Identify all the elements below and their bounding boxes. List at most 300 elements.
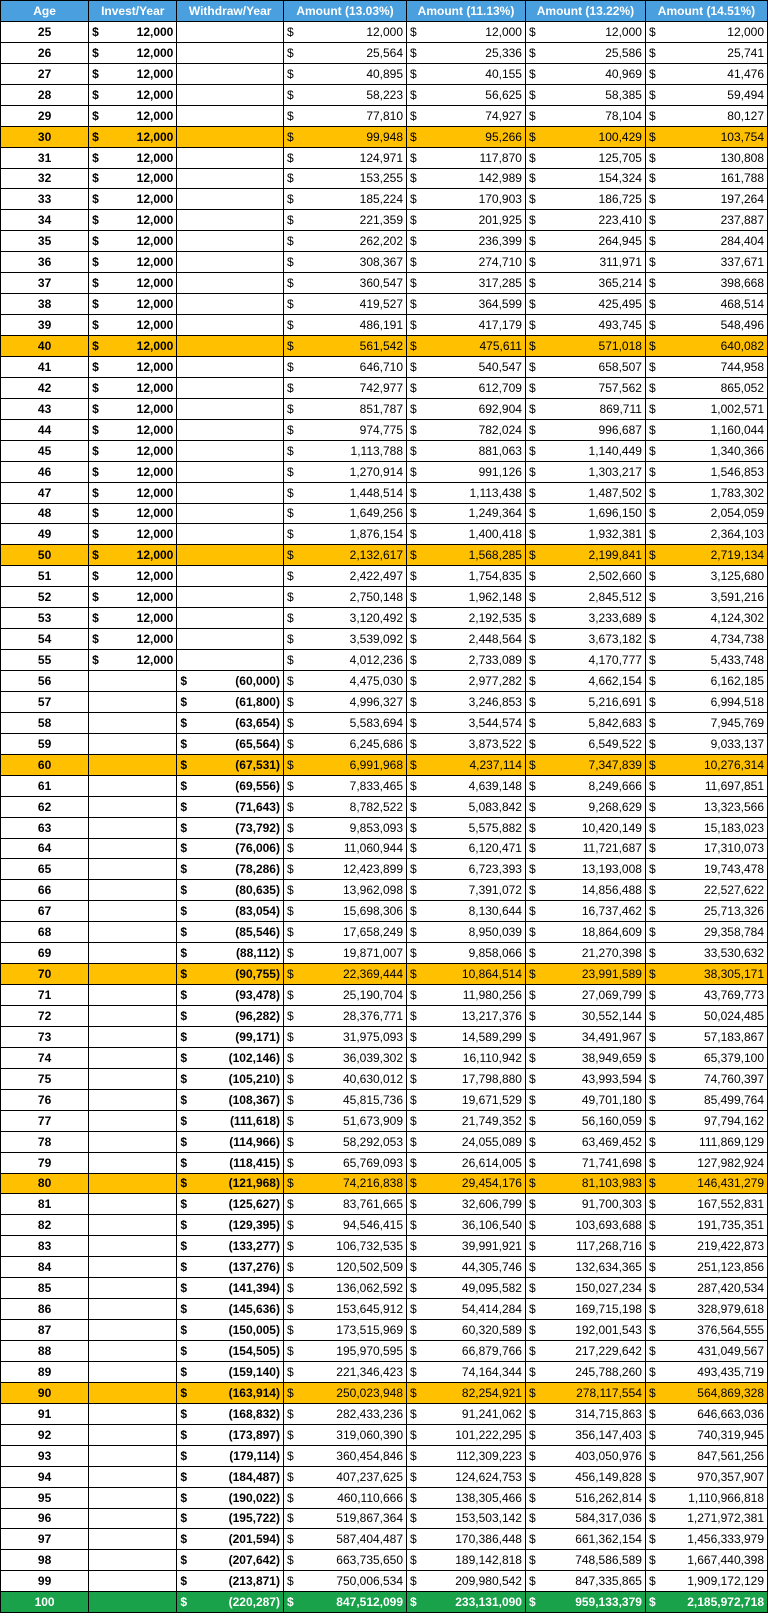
amount-cell-1[interactable]: [283, 712, 406, 733]
amount-cell-3[interactable]: [525, 315, 645, 336]
invest-cell[interactable]: [89, 587, 177, 608]
amount-cell-4[interactable]: [645, 42, 767, 63]
withdraw-cell[interactable]: [177, 671, 284, 692]
amount-cell-2[interactable]: [407, 1529, 526, 1550]
withdraw-cell[interactable]: [177, 1341, 284, 1362]
amount-cell-4[interactable]: [645, 1382, 767, 1403]
age-cell[interactable]: 45: [1, 440, 89, 461]
amount-cell-2[interactable]: [407, 356, 526, 377]
amount-cell-3[interactable]: [525, 273, 645, 294]
amount-cell-3[interactable]: [525, 482, 645, 503]
age-cell[interactable]: 44: [1, 419, 89, 440]
amount-cell-2[interactable]: [407, 733, 526, 754]
amount-cell-1[interactable]: [283, 1194, 406, 1215]
amount-cell-3[interactable]: [525, 336, 645, 357]
amount-cell-2[interactable]: [407, 21, 526, 42]
withdraw-cell[interactable]: [177, 524, 284, 545]
amount-cell-1[interactable]: [283, 1215, 406, 1236]
age-cell[interactable]: 56: [1, 671, 89, 692]
invest-cell[interactable]: [89, 1026, 177, 1047]
amount-cell-3[interactable]: [525, 733, 645, 754]
amount-cell-3[interactable]: [525, 84, 645, 105]
invest-cell[interactable]: [89, 42, 177, 63]
age-cell[interactable]: 97: [1, 1529, 89, 1550]
amount-cell-3[interactable]: [525, 147, 645, 168]
header-amount-13-22[interactable]: Amount (13.22%): [525, 1, 645, 22]
amount-cell-2[interactable]: [407, 817, 526, 838]
invest-cell[interactable]: [89, 315, 177, 336]
amount-cell-2[interactable]: [407, 1068, 526, 1089]
amount-cell-4[interactable]: [645, 1068, 767, 1089]
withdraw-cell[interactable]: [177, 566, 284, 587]
withdraw-cell[interactable]: [177, 901, 284, 922]
withdraw-cell[interactable]: [177, 712, 284, 733]
amount-cell-4[interactable]: [645, 63, 767, 84]
amount-cell-2[interactable]: [407, 1424, 526, 1445]
withdraw-cell[interactable]: [177, 482, 284, 503]
amount-cell-3[interactable]: [525, 1068, 645, 1089]
amount-cell-3[interactable]: [525, 1445, 645, 1466]
amount-cell-2[interactable]: [407, 440, 526, 461]
amount-cell-2[interactable]: [407, 189, 526, 210]
amount-cell-1[interactable]: [283, 587, 406, 608]
invest-cell[interactable]: [89, 105, 177, 126]
invest-cell[interactable]: [89, 1403, 177, 1424]
amount-cell-2[interactable]: [407, 1278, 526, 1299]
amount-cell-4[interactable]: [645, 1487, 767, 1508]
amount-cell-4[interactable]: [645, 503, 767, 524]
amount-cell-4[interactable]: [645, 880, 767, 901]
withdraw-cell[interactable]: [177, 1320, 284, 1341]
amount-cell-1[interactable]: [283, 356, 406, 377]
age-cell[interactable]: 36: [1, 252, 89, 273]
amount-cell-4[interactable]: [645, 775, 767, 796]
amount-cell-2[interactable]: [407, 1047, 526, 1068]
amount-cell-3[interactable]: [525, 566, 645, 587]
header-amount-13-03[interactable]: Amount (13.03%): [283, 1, 406, 22]
amount-cell-1[interactable]: [283, 880, 406, 901]
amount-cell-3[interactable]: [525, 1257, 645, 1278]
amount-cell-2[interactable]: [407, 712, 526, 733]
amount-cell-3[interactable]: [525, 294, 645, 315]
amount-cell-4[interactable]: [645, 1550, 767, 1571]
amount-cell-3[interactable]: [525, 1152, 645, 1173]
amount-cell-4[interactable]: [645, 1320, 767, 1341]
amount-cell-3[interactable]: [525, 1571, 645, 1592]
amount-cell-3[interactable]: [525, 1131, 645, 1152]
withdraw-cell[interactable]: [177, 733, 284, 754]
age-cell[interactable]: 73: [1, 1026, 89, 1047]
age-cell[interactable]: 92: [1, 1424, 89, 1445]
age-cell[interactable]: 60: [1, 754, 89, 775]
amount-cell-1[interactable]: [283, 691, 406, 712]
invest-cell[interactable]: [89, 671, 177, 692]
amount-cell-3[interactable]: [525, 1403, 645, 1424]
amount-cell-3[interactable]: [525, 545, 645, 566]
amount-cell-3[interactable]: [525, 754, 645, 775]
amount-cell-3[interactable]: [525, 356, 645, 377]
invest-cell[interactable]: [89, 985, 177, 1006]
age-cell[interactable]: 31: [1, 147, 89, 168]
amount-cell-3[interactable]: [525, 1110, 645, 1131]
amount-cell-3[interactable]: [525, 650, 645, 671]
amount-cell-4[interactable]: [645, 482, 767, 503]
age-cell[interactable]: 25: [1, 21, 89, 42]
amount-cell-2[interactable]: [407, 1592, 526, 1613]
amount-cell-4[interactable]: [645, 1215, 767, 1236]
amount-cell-3[interactable]: [525, 671, 645, 692]
invest-cell[interactable]: [89, 356, 177, 377]
withdraw-cell[interactable]: [177, 754, 284, 775]
amount-cell-4[interactable]: [645, 1592, 767, 1613]
invest-cell[interactable]: [89, 21, 177, 42]
withdraw-cell[interactable]: [177, 1508, 284, 1529]
invest-cell[interactable]: [89, 922, 177, 943]
invest-cell[interactable]: [89, 1047, 177, 1068]
amount-cell-3[interactable]: [525, 21, 645, 42]
invest-cell[interactable]: [89, 1550, 177, 1571]
withdraw-cell[interactable]: [177, 356, 284, 377]
amount-cell-2[interactable]: [407, 943, 526, 964]
invest-cell[interactable]: [89, 880, 177, 901]
amount-cell-4[interactable]: [645, 566, 767, 587]
amount-cell-2[interactable]: [407, 84, 526, 105]
invest-cell[interactable]: [89, 461, 177, 482]
withdraw-cell[interactable]: [177, 545, 284, 566]
invest-cell[interactable]: [89, 1320, 177, 1341]
invest-cell[interactable]: [89, 147, 177, 168]
invest-cell[interactable]: [89, 1236, 177, 1257]
age-cell[interactable]: 59: [1, 733, 89, 754]
amount-cell-1[interactable]: [283, 503, 406, 524]
amount-cell-1[interactable]: [283, 796, 406, 817]
invest-cell[interactable]: [89, 440, 177, 461]
amount-cell-4[interactable]: [645, 712, 767, 733]
amount-cell-2[interactable]: [407, 985, 526, 1006]
age-cell[interactable]: 61: [1, 775, 89, 796]
amount-cell-2[interactable]: [407, 231, 526, 252]
withdraw-cell[interactable]: [177, 377, 284, 398]
invest-cell[interactable]: [89, 273, 177, 294]
amount-cell-1[interactable]: [283, 1424, 406, 1445]
amount-cell-4[interactable]: [645, 943, 767, 964]
amount-cell-3[interactable]: [525, 1487, 645, 1508]
amount-cell-4[interactable]: [645, 252, 767, 273]
amount-cell-3[interactable]: [525, 1299, 645, 1320]
invest-cell[interactable]: [89, 1006, 177, 1027]
invest-cell[interactable]: [89, 1571, 177, 1592]
amount-cell-4[interactable]: [645, 901, 767, 922]
withdraw-cell[interactable]: [177, 985, 284, 1006]
age-cell[interactable]: 88: [1, 1341, 89, 1362]
withdraw-cell[interactable]: [177, 21, 284, 42]
invest-cell[interactable]: [89, 733, 177, 754]
age-cell[interactable]: 34: [1, 210, 89, 231]
amount-cell-3[interactable]: [525, 1424, 645, 1445]
age-cell[interactable]: 52: [1, 587, 89, 608]
amount-cell-4[interactable]: [645, 377, 767, 398]
amount-cell-4[interactable]: [645, 817, 767, 838]
withdraw-cell[interactable]: [177, 294, 284, 315]
amount-cell-3[interactable]: [525, 1466, 645, 1487]
amount-cell-1[interactable]: [283, 1110, 406, 1131]
amount-cell-1[interactable]: [283, 943, 406, 964]
amount-cell-4[interactable]: [645, 1445, 767, 1466]
age-cell[interactable]: 85: [1, 1278, 89, 1299]
amount-cell-2[interactable]: [407, 587, 526, 608]
withdraw-cell[interactable]: [177, 189, 284, 210]
age-cell[interactable]: 28: [1, 84, 89, 105]
withdraw-cell[interactable]: [177, 650, 284, 671]
withdraw-cell[interactable]: [177, 126, 284, 147]
amount-cell-2[interactable]: [407, 1131, 526, 1152]
amount-cell-1[interactable]: [283, 650, 406, 671]
amount-cell-4[interactable]: [645, 1173, 767, 1194]
age-cell[interactable]: 71: [1, 985, 89, 1006]
amount-cell-4[interactable]: [645, 315, 767, 336]
amount-cell-1[interactable]: [283, 126, 406, 147]
invest-cell[interactable]: [89, 1424, 177, 1445]
amount-cell-1[interactable]: [283, 901, 406, 922]
withdraw-cell[interactable]: [177, 273, 284, 294]
amount-cell-1[interactable]: [283, 859, 406, 880]
invest-cell[interactable]: [89, 189, 177, 210]
age-cell[interactable]: 32: [1, 168, 89, 189]
amount-cell-3[interactable]: [525, 1236, 645, 1257]
amount-cell-3[interactable]: [525, 901, 645, 922]
invest-cell[interactable]: [89, 398, 177, 419]
age-cell[interactable]: 90: [1, 1382, 89, 1403]
withdraw-cell[interactable]: [177, 1173, 284, 1194]
amount-cell-1[interactable]: [283, 168, 406, 189]
amount-cell-3[interactable]: [525, 1341, 645, 1362]
age-cell[interactable]: 95: [1, 1487, 89, 1508]
amount-cell-1[interactable]: [283, 315, 406, 336]
amount-cell-4[interactable]: [645, 922, 767, 943]
amount-cell-1[interactable]: [283, 189, 406, 210]
age-cell[interactable]: 57: [1, 691, 89, 712]
age-cell[interactable]: 40: [1, 336, 89, 357]
amount-cell-3[interactable]: [525, 1382, 645, 1403]
withdraw-cell[interactable]: [177, 440, 284, 461]
withdraw-cell[interactable]: [177, 1194, 284, 1215]
withdraw-cell[interactable]: [177, 419, 284, 440]
amount-cell-1[interactable]: [283, 63, 406, 84]
amount-cell-2[interactable]: [407, 377, 526, 398]
age-cell[interactable]: 39: [1, 315, 89, 336]
amount-cell-2[interactable]: [407, 210, 526, 231]
amount-cell-1[interactable]: [283, 21, 406, 42]
amount-cell-4[interactable]: [645, 356, 767, 377]
amount-cell-2[interactable]: [407, 1236, 526, 1257]
amount-cell-4[interactable]: [645, 1236, 767, 1257]
amount-cell-3[interactable]: [525, 461, 645, 482]
amount-cell-3[interactable]: [525, 817, 645, 838]
amount-cell-3[interactable]: [525, 42, 645, 63]
invest-cell[interactable]: [89, 712, 177, 733]
invest-cell[interactable]: [89, 377, 177, 398]
amount-cell-4[interactable]: [645, 1026, 767, 1047]
withdraw-cell[interactable]: [177, 1592, 284, 1613]
amount-cell-1[interactable]: [283, 1445, 406, 1466]
amount-cell-4[interactable]: [645, 1257, 767, 1278]
withdraw-cell[interactable]: [177, 964, 284, 985]
amount-cell-2[interactable]: [407, 1257, 526, 1278]
invest-cell[interactable]: [89, 754, 177, 775]
amount-cell-2[interactable]: [407, 796, 526, 817]
invest-cell[interactable]: [89, 1068, 177, 1089]
invest-cell[interactable]: [89, 1529, 177, 1550]
amount-cell-2[interactable]: [407, 838, 526, 859]
amount-cell-3[interactable]: [525, 796, 645, 817]
invest-cell[interactable]: [89, 1257, 177, 1278]
amount-cell-4[interactable]: [645, 1424, 767, 1445]
amount-cell-2[interactable]: [407, 691, 526, 712]
amount-cell-3[interactable]: [525, 377, 645, 398]
invest-cell[interactable]: [89, 1487, 177, 1508]
withdraw-cell[interactable]: [177, 608, 284, 629]
amount-cell-2[interactable]: [407, 336, 526, 357]
amount-cell-1[interactable]: [283, 336, 406, 357]
amount-cell-2[interactable]: [407, 1550, 526, 1571]
invest-cell[interactable]: [89, 1278, 177, 1299]
amount-cell-1[interactable]: [283, 545, 406, 566]
age-cell[interactable]: 53: [1, 608, 89, 629]
invest-cell[interactable]: [89, 901, 177, 922]
invest-cell[interactable]: [89, 796, 177, 817]
amount-cell-2[interactable]: [407, 1026, 526, 1047]
withdraw-cell[interactable]: [177, 461, 284, 482]
amount-cell-2[interactable]: [407, 671, 526, 692]
amount-cell-3[interactable]: [525, 964, 645, 985]
amount-cell-2[interactable]: [407, 63, 526, 84]
age-cell[interactable]: 86: [1, 1299, 89, 1320]
amount-cell-3[interactable]: [525, 63, 645, 84]
amount-cell-1[interactable]: [283, 1006, 406, 1027]
amount-cell-4[interactable]: [645, 231, 767, 252]
amount-cell-3[interactable]: [525, 1550, 645, 1571]
withdraw-cell[interactable]: [177, 336, 284, 357]
amount-cell-2[interactable]: [407, 1466, 526, 1487]
age-cell[interactable]: 82: [1, 1215, 89, 1236]
amount-cell-1[interactable]: [283, 1571, 406, 1592]
amount-cell-1[interactable]: [283, 1487, 406, 1508]
amount-cell-1[interactable]: [283, 1173, 406, 1194]
withdraw-cell[interactable]: [177, 1382, 284, 1403]
age-cell[interactable]: 26: [1, 42, 89, 63]
amount-cell-2[interactable]: [407, 273, 526, 294]
amount-cell-4[interactable]: [645, 587, 767, 608]
withdraw-cell[interactable]: [177, 1089, 284, 1110]
amount-cell-1[interactable]: [283, 1236, 406, 1257]
amount-cell-1[interactable]: [283, 1592, 406, 1613]
amount-cell-3[interactable]: [525, 1194, 645, 1215]
invest-cell[interactable]: [89, 964, 177, 985]
amount-cell-1[interactable]: [283, 1131, 406, 1152]
age-cell[interactable]: 55: [1, 650, 89, 671]
amount-cell-4[interactable]: [645, 1361, 767, 1382]
amount-cell-3[interactable]: [525, 838, 645, 859]
amount-cell-1[interactable]: [283, 566, 406, 587]
invest-cell[interactable]: [89, 1089, 177, 1110]
invest-cell[interactable]: [89, 1341, 177, 1362]
amount-cell-2[interactable]: [407, 503, 526, 524]
amount-cell-2[interactable]: [407, 629, 526, 650]
withdraw-cell[interactable]: [177, 1152, 284, 1173]
invest-cell[interactable]: [89, 817, 177, 838]
invest-cell[interactable]: [89, 1173, 177, 1194]
amount-cell-4[interactable]: [645, 21, 767, 42]
amount-cell-3[interactable]: [525, 105, 645, 126]
amount-cell-4[interactable]: [645, 608, 767, 629]
amount-cell-4[interactable]: [645, 398, 767, 419]
invest-cell[interactable]: [89, 838, 177, 859]
withdraw-cell[interactable]: [177, 1361, 284, 1382]
invest-cell[interactable]: [89, 231, 177, 252]
amount-cell-2[interactable]: [407, 252, 526, 273]
invest-cell[interactable]: [89, 524, 177, 545]
amount-cell-4[interactable]: [645, 84, 767, 105]
invest-cell[interactable]: [89, 629, 177, 650]
age-cell[interactable]: 50: [1, 545, 89, 566]
withdraw-cell[interactable]: [177, 1550, 284, 1571]
amount-cell-1[interactable]: [283, 1089, 406, 1110]
amount-cell-4[interactable]: [645, 461, 767, 482]
amount-cell-4[interactable]: [645, 1006, 767, 1027]
withdraw-cell[interactable]: [177, 1047, 284, 1068]
amount-cell-2[interactable]: [407, 1571, 526, 1592]
amount-cell-2[interactable]: [407, 126, 526, 147]
age-cell[interactable]: 83: [1, 1236, 89, 1257]
invest-cell[interactable]: [89, 608, 177, 629]
amount-cell-2[interactable]: [407, 42, 526, 63]
amount-cell-4[interactable]: [645, 1508, 767, 1529]
amount-cell-2[interactable]: [407, 1194, 526, 1215]
amount-cell-4[interactable]: [645, 1341, 767, 1362]
amount-cell-4[interactable]: [645, 336, 767, 357]
age-cell[interactable]: 49: [1, 524, 89, 545]
amount-cell-1[interactable]: [283, 252, 406, 273]
amount-cell-1[interactable]: [283, 1320, 406, 1341]
age-cell[interactable]: 66: [1, 880, 89, 901]
invest-cell[interactable]: [89, 419, 177, 440]
invest-cell[interactable]: [89, 168, 177, 189]
invest-cell[interactable]: [89, 1110, 177, 1131]
amount-cell-1[interactable]: [283, 1403, 406, 1424]
invest-cell[interactable]: [89, 1299, 177, 1320]
amount-cell-1[interactable]: [283, 524, 406, 545]
invest-cell[interactable]: [89, 1382, 177, 1403]
amount-cell-3[interactable]: [525, 985, 645, 1006]
amount-cell-2[interactable]: [407, 1382, 526, 1403]
amount-cell-1[interactable]: [283, 1152, 406, 1173]
amount-cell-4[interactable]: [645, 545, 767, 566]
amount-cell-4[interactable]: [645, 691, 767, 712]
amount-cell-2[interactable]: [407, 524, 526, 545]
amount-cell-2[interactable]: [407, 315, 526, 336]
amount-cell-4[interactable]: [645, 105, 767, 126]
amount-cell-1[interactable]: [283, 42, 406, 63]
age-cell[interactable]: 89: [1, 1361, 89, 1382]
amount-cell-4[interactable]: [645, 126, 767, 147]
invest-cell[interactable]: [89, 1215, 177, 1236]
invest-cell[interactable]: [89, 650, 177, 671]
amount-cell-3[interactable]: [525, 775, 645, 796]
age-cell[interactable]: 27: [1, 63, 89, 84]
withdraw-cell[interactable]: [177, 775, 284, 796]
amount-cell-3[interactable]: [525, 398, 645, 419]
amount-cell-2[interactable]: [407, 1403, 526, 1424]
